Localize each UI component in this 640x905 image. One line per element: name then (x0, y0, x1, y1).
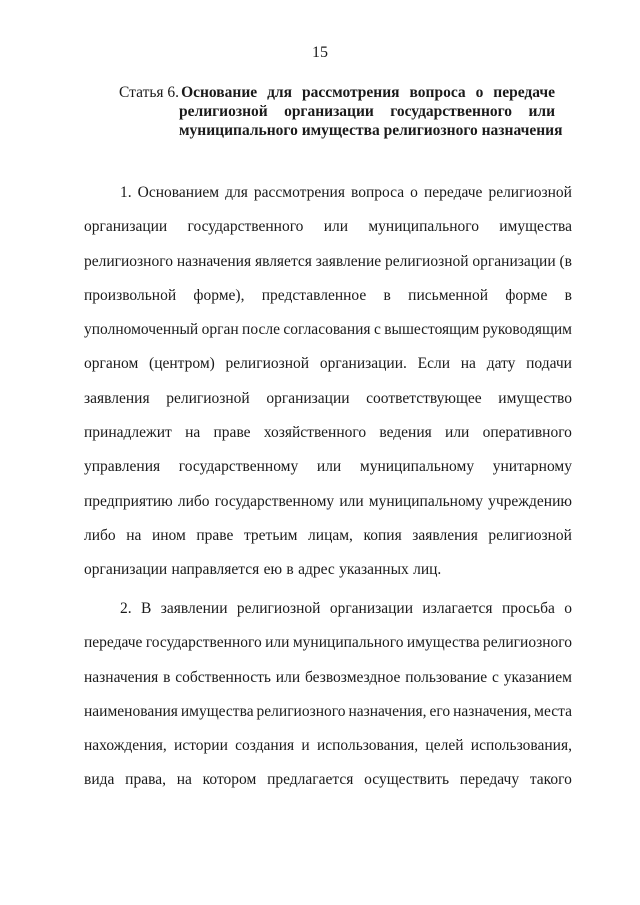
paragraph-2 (84, 592, 572, 798)
text-line: организации государственного или муниципального имущества (84, 218, 572, 236)
heading-word: о (475, 84, 484, 101)
text-line: принадлежит на праве хозяйственного ведения или оперативного (84, 424, 572, 442)
heading-word: вопроса (409, 84, 466, 101)
article-heading (119, 83, 563, 140)
text-line: органом (центром) религиозной организации. Если на дату подачи (84, 355, 572, 373)
heading-word: или (528, 103, 555, 120)
heading-word: религиозной (179, 103, 268, 120)
paragraph-1 (84, 176, 572, 588)
text-line: нахождения, истории создания и использования, целей использования, (84, 737, 572, 755)
heading-word: для (267, 84, 293, 101)
article-label: Статья 6. (119, 84, 180, 101)
text-line: управления государственному или муниципальному унитарному (84, 458, 572, 476)
text-line: 2. В заявлении религиозной организации излагается просьба о (120, 600, 572, 617)
heading-word: муниципального имущества религиозного назначения (179, 122, 563, 139)
text-line: предприятию либо государственному или муниципальному учреждению (84, 492, 572, 510)
page-number: 15 (312, 44, 328, 61)
text-line: организации направляется ею в адрес указанных лиц. (84, 561, 442, 579)
heading-word: государственного (390, 103, 513, 120)
text-line: наименования имущества религиозного назначения, его назначения, места (84, 702, 572, 720)
heading-word: передаче (493, 84, 555, 101)
heading-word: рассмотрения (301, 84, 400, 101)
text-line: произвольной форме), представленное в письменной форме в (84, 286, 572, 304)
text-line: 1. Основанием для рассмотрения вопроса о передаче религиозной (120, 184, 572, 201)
text-line: назначения в собственность или безвозмездное пользование с указанием (84, 668, 572, 686)
heading-word: организации (284, 103, 374, 120)
text-line: передаче государственного или муниципального имущества религиозного (84, 634, 572, 652)
article-title-line (119, 121, 563, 140)
text-line: религиозного назначения является заявление религиозной организации (в (84, 252, 572, 270)
heading-word: Основание (181, 84, 258, 101)
text-line: либо на ином праве третьим лицам, копия заявления религиозной (84, 526, 572, 544)
heading-line-1 (119, 83, 555, 102)
text-line: заявления религиозной организации соответствующее имущество (84, 389, 572, 407)
article-title-line (119, 102, 555, 121)
text-line: вида права, на котором предлагается осуществить передачу такого (84, 771, 572, 789)
article-title-line (181, 83, 555, 102)
text-line: уполномоченный орган после согласования с вышестоящим руководящим (84, 321, 572, 339)
